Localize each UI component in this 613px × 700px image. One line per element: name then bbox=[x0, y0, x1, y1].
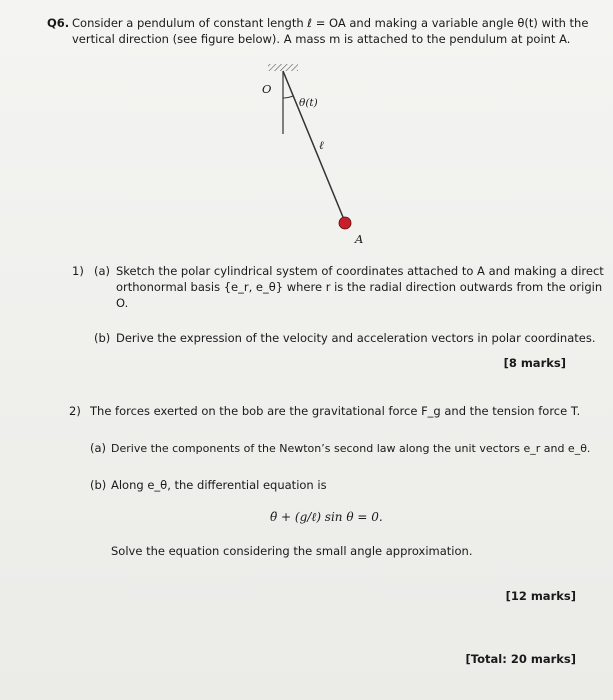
total-marks: [Total: 20 marks] bbox=[465, 652, 576, 666]
part1-a-line2: orthonormal basis {e_r, e_θ} where r is the radial direction outwards from the origin bbox=[116, 280, 603, 294]
question-intro-line1: Consider a pendulum of constant length ℓ = OA and making a variable angle θ(t) with the bbox=[72, 16, 589, 30]
part2-a-label: (a) bbox=[90, 441, 107, 455]
angle-label: θ(t) bbox=[299, 97, 318, 109]
question-label: Q6. bbox=[47, 16, 70, 30]
part2-solve-text: Solve the equation considering the small angle approximation. bbox=[111, 544, 473, 558]
part1-marks: [8 marks] bbox=[503, 356, 566, 370]
length-label: ℓ bbox=[319, 138, 324, 152]
part2-marks: [12 marks] bbox=[505, 589, 576, 603]
question-intro-line2: vertical direction (see figure below). A mass m is attached to the pendulum at point A. bbox=[72, 32, 571, 46]
ceiling-hatch bbox=[268, 64, 298, 71]
origin-label: O bbox=[262, 82, 272, 96]
differential-equation: θ̈ + (g/ℓ) sin θ = 0. bbox=[270, 510, 383, 524]
part2-b-label: (b) bbox=[90, 478, 107, 492]
part1-b-text: Derive the expression of the velocity and acceleration vectors in polar coordinates. bbox=[116, 331, 596, 345]
part2-number: 2) bbox=[69, 404, 81, 418]
part1-number: 1) bbox=[72, 264, 84, 278]
mass-label: A bbox=[355, 232, 364, 246]
part1-a-line1: Sketch the polar cylindrical system of coordinates attached to A and making a direct bbox=[116, 264, 604, 278]
part1-a-label: (a) bbox=[94, 264, 111, 278]
part1-b-label: (b) bbox=[94, 331, 111, 345]
pendulum-rod bbox=[283, 71, 345, 222]
part2-a-text: Derive the components of the Newton’s second law along the unit vectors e_r and e_θ. bbox=[111, 442, 591, 455]
part1-a-line3: O. bbox=[116, 296, 129, 310]
part2-intro: The forces exerted on the bob are the gravitational force F_g and the tension force T. bbox=[90, 404, 581, 418]
pendulum-bob bbox=[339, 217, 351, 229]
angle-arc bbox=[283, 96, 293, 98]
part2-b-text: Along e_θ, the differential equation is bbox=[111, 478, 327, 492]
